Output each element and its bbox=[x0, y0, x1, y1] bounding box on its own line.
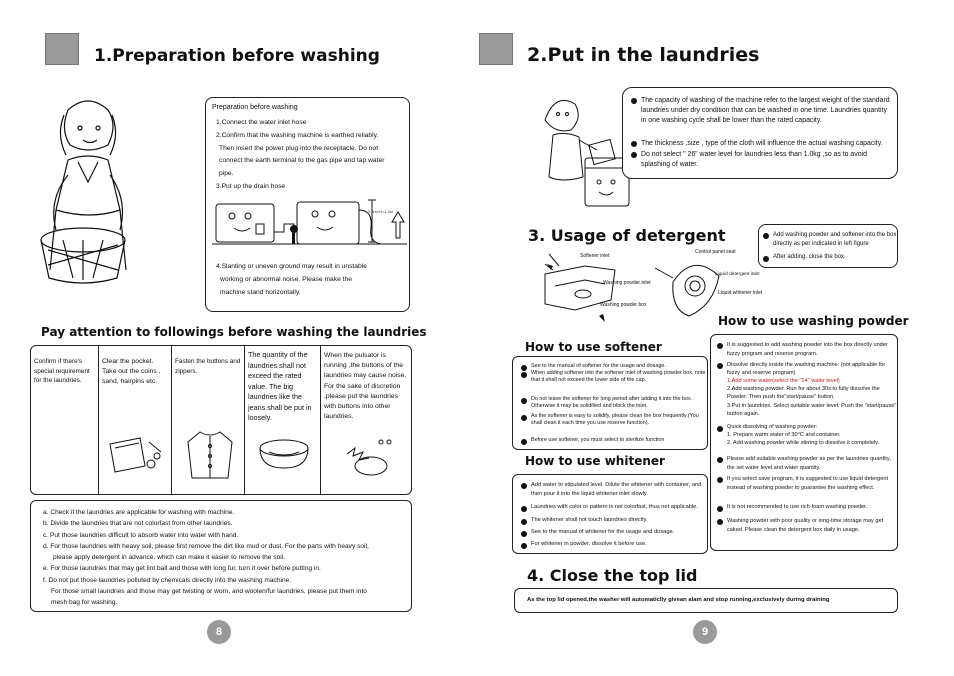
bullet-icon bbox=[717, 343, 723, 349]
woman-with-basket-illustration bbox=[28, 90, 138, 290]
section-title-detergent: 3. Usage of detergent bbox=[528, 226, 726, 245]
attention-text: Clear the pocket. Take out the coins , sand, hairpins etc. bbox=[102, 358, 161, 386]
note-line: For those small laundries and those may get twisting or worn, and woolen/fur laundries, please put them into bbox=[51, 588, 367, 596]
powder-bullet bbox=[717, 517, 897, 535]
attention-col bbox=[99, 346, 172, 494]
bullet-text: Add water to stipulated level. Dilute the whitener with container, and then pour it into the liquid whitener inlet slowly. bbox=[531, 482, 702, 498]
attention-col bbox=[321, 346, 413, 494]
bullet-icon bbox=[717, 457, 723, 463]
bullet-text: See to the manual of whitener for the usage and dosage. bbox=[531, 529, 675, 535]
bullet-text: It is not recommended to use rich-foam washing powder. bbox=[727, 504, 868, 510]
prep-line: machine stand horizontally. bbox=[220, 288, 301, 296]
note-line: please apply detergent in advance, which can make it easier to remove the soil. bbox=[53, 554, 286, 562]
attention-text: Confirm if there's special requirement for the laundries. bbox=[34, 358, 90, 385]
bullet-text: The whitener shall not touch laundries directly. bbox=[531, 517, 648, 523]
bullet-text: Do not select " 26" water level for laundries less than 1.0kg ,so as to avoid splashing of water. bbox=[641, 151, 867, 168]
label-washing-powder-inlet: Washing powder inlet bbox=[603, 280, 651, 286]
bullet-text: 3.Put in laundries. Select suitable water level. Push the "start/pause" button again. bbox=[727, 402, 897, 417]
preparation-note bbox=[216, 261, 411, 299]
attention-title: Pay attention to followings before washing the laundries bbox=[41, 325, 427, 339]
prep-line: 4.Slanting or uneven ground may result in unstable bbox=[216, 263, 367, 270]
bullet-text: For whitener in powder, dissolve it before use. bbox=[531, 541, 647, 547]
height-label: 0.8m<H<1.2m bbox=[368, 209, 394, 214]
prep-line: 3.Put up the drain hose bbox=[216, 182, 286, 190]
prep-line: pipe. bbox=[219, 170, 234, 178]
label-control-panel-seat: Control panel seat bbox=[695, 249, 736, 255]
close-lid-note: As the top lid opened,the washer will automaticlly givean alam and stop running,exclusively during draining bbox=[527, 597, 830, 603]
washing-powder-box bbox=[710, 334, 898, 551]
note-line: mesh bag for washing. bbox=[51, 599, 118, 607]
section-marker bbox=[45, 33, 79, 65]
attention-text: When the pulsator is running ,the buttons of the laundries may cause noise. For the sake of discretion ,please put the laundries with buttons into other laundries. bbox=[324, 352, 407, 421]
bullet-text: Please add suitable washing powder as per the laundries quantity, the set water level and water quantity. bbox=[727, 456, 891, 471]
bullet-icon bbox=[717, 363, 723, 369]
softener-bullet bbox=[521, 396, 707, 410]
bullet-text: When adding softener into the softener inlet of washing powder box, note that it shall not exceed the lower side of the cap. bbox=[531, 370, 706, 383]
bullet-icon bbox=[631, 141, 637, 147]
section-marker bbox=[479, 33, 513, 65]
bullet-text: Before use softener, you must select to sterilize function bbox=[531, 437, 665, 443]
prep-line: 1.Connect the water inlet hose bbox=[216, 119, 307, 126]
note-line: a. Check if the laundries are applicable for washing with machine. bbox=[43, 509, 235, 516]
preparation-heading: Preparation before washing bbox=[212, 104, 298, 111]
bullet-icon bbox=[631, 98, 637, 104]
bullet-text: 2. Add washing powder while stirring to dissolve it completely. bbox=[727, 439, 880, 446]
detergent-bullet bbox=[763, 254, 897, 262]
detergent-bullet bbox=[763, 231, 897, 249]
bullet-text: Washing powder with poor quality or long-time storage may get caked. Please clean the detergent box daily in usage. bbox=[727, 518, 884, 533]
pocket-illustration bbox=[105, 434, 165, 474]
page-number-right: 9 bbox=[693, 620, 717, 644]
capacity-bullet bbox=[631, 139, 893, 149]
bullet-icon bbox=[717, 519, 723, 525]
bullet-text: The capacity of washing of the machine refer to the largest weight of the standard laundries under dry condition that can be washed in one time. Laundries quantity in one washing cycle shall be lower than the rated capacity. bbox=[641, 97, 890, 124]
bullet-icon bbox=[521, 439, 527, 445]
note-line: e. For those laundries that may get lint ball and those with long fur, turn it over before putting in. bbox=[43, 565, 321, 573]
notes-list bbox=[43, 507, 409, 609]
bullet-text: As the softener is easy to solidify, please clean the box frequently.(You shall clean it each time you use reserve function). bbox=[531, 413, 699, 426]
note-line: d. For those laundries with heavy soil, please first remove the dirt like mud or dust. For the parts with heavy soil, bbox=[43, 542, 369, 550]
preparation-steps bbox=[216, 117, 408, 194]
washing-machines-illustration bbox=[212, 194, 407, 254]
attention-col bbox=[31, 346, 99, 494]
bullet-text: The thickness ,size , type of the cloth will influence the actual washing capacity. bbox=[641, 140, 883, 147]
bullet-icon bbox=[521, 519, 527, 525]
attention-text: The quantity of the laundries shall not exceed the rated value. The big laundries like the jeans shall be put in loosely. bbox=[248, 350, 312, 423]
attention-col bbox=[245, 346, 321, 494]
capacity-bullet bbox=[631, 96, 893, 126]
bullet-icon bbox=[521, 398, 527, 404]
softener-title: How to use softener bbox=[525, 340, 662, 354]
bullet-icon bbox=[521, 531, 527, 537]
prep-line: connect the earth terminal to the gas pipe and tap water bbox=[219, 157, 385, 165]
prep-line: Then insert the power plug into the receptacle. Do not bbox=[219, 144, 379, 152]
note-line: b. Divide the laundries that are not colorfast from other laundries. bbox=[43, 520, 233, 528]
powder-bullet bbox=[717, 361, 897, 418]
whitener-title: How to use whitener bbox=[525, 454, 665, 468]
washing-powder-title: How to use washing powder bbox=[718, 314, 909, 328]
attention-col bbox=[172, 346, 245, 494]
notes-box bbox=[30, 500, 412, 612]
bullet-icon bbox=[717, 477, 723, 483]
bullet-icon bbox=[631, 152, 637, 158]
bullet-text: After adding, close the box. bbox=[773, 254, 846, 260]
whitener-bullet bbox=[521, 529, 707, 537]
bullet-icon bbox=[521, 372, 527, 378]
detergent-instruction-box bbox=[758, 224, 898, 268]
softener-box bbox=[512, 356, 708, 450]
bullet-text: Laundries with color or pattern is not colorfast, thus not applicable. bbox=[531, 504, 698, 510]
powder-quick-block bbox=[727, 424, 879, 447]
section-title-laundries: 2.Put in the laundries bbox=[527, 44, 760, 66]
powder-bullet bbox=[717, 475, 897, 493]
bullet-icon bbox=[717, 506, 723, 512]
label-liquid-whitener-inlet: Liquid whitener inlet bbox=[718, 290, 763, 296]
close-lid-box bbox=[514, 588, 898, 613]
laundry-capacity-box bbox=[622, 87, 898, 179]
section-title-preparation: 1.Preparation before washing bbox=[94, 46, 380, 66]
prep-line: 2.Confirm that the washing machine is earthed reliably. bbox=[216, 131, 379, 139]
note-line: c. Put those laundries difficult to absorb water into water with hand. bbox=[43, 531, 239, 539]
powder-bullet bbox=[717, 455, 897, 473]
bullet-text: 1. Prepare warm water of 30°C and container. bbox=[727, 431, 841, 438]
bullet-text-red: 1.Add some water(select the "14" water level) bbox=[727, 378, 840, 385]
label-liquid-detergent-inlet: Liquid detergent inlet bbox=[715, 272, 760, 277]
page-number-left: 8 bbox=[207, 620, 231, 644]
softener-bullet bbox=[521, 437, 707, 445]
bullet-icon bbox=[763, 233, 769, 239]
powder-bullet bbox=[717, 504, 897, 512]
softener-bullet bbox=[521, 413, 707, 427]
bullet-icon bbox=[521, 415, 527, 421]
label-softener-inlet: Softener inlet bbox=[580, 253, 610, 259]
label-washing-powder-box: Washing powder box bbox=[600, 302, 647, 308]
section-title-close-lid: 4. Close the top lid bbox=[527, 566, 698, 585]
bullet-icon bbox=[717, 426, 723, 432]
whitener-box bbox=[512, 474, 708, 554]
whitener-bullet bbox=[521, 481, 707, 499]
preparation-box bbox=[205, 97, 410, 312]
bullet-text: Dissolve directly inside the washing machine: (not applicable for fuzzy and reserve program) bbox=[727, 362, 886, 377]
powder-bullet bbox=[717, 341, 897, 359]
bullet-icon bbox=[521, 543, 527, 549]
bullet-text: Add washing powder and softener into the box directly as per indicated in left figure bbox=[773, 232, 897, 247]
bullet-text: See to the manual of softener for the usage and dosage. bbox=[531, 363, 666, 369]
shirt-illustration bbox=[186, 428, 234, 480]
whitener-bullet bbox=[521, 541, 707, 549]
noisy-washer-illustration bbox=[341, 434, 399, 478]
bullet-text: Quick dissolving of washing powder: bbox=[727, 424, 818, 430]
softener-bullet bbox=[521, 370, 707, 384]
bullet-icon bbox=[521, 483, 527, 489]
attention-table bbox=[30, 345, 412, 495]
whitener-bullet bbox=[521, 504, 707, 512]
powder-dissolve-block bbox=[727, 361, 897, 418]
bullet-icon bbox=[521, 506, 527, 512]
bullet-text: If you select save program, it is suggested to use liquid detergent instead of washing powder to guarantee the washing effect. bbox=[727, 476, 889, 491]
bullet-icon bbox=[763, 256, 769, 262]
whitener-bullet bbox=[521, 517, 707, 525]
bullet-text: Do not leave the softener for long period after adding it into the box. Otherwise it may be solidified and block the inlet. bbox=[531, 396, 693, 409]
bullet-text: It is suggested to add washing powder into the box directly under fuzzy program and reserve program. bbox=[727, 342, 888, 357]
note-line: f. Do not put those laundries polluted by chemicals directly into the washing machine. bbox=[43, 576, 292, 584]
up-arrow-icon bbox=[390, 210, 406, 240]
attention-text: Fasten the buttons and zippers. bbox=[175, 358, 241, 375]
capacity-bullet bbox=[631, 150, 893, 170]
laundry-basket-illustration bbox=[255, 436, 313, 472]
bullet-text: 2.Add washing powder. Run for about 30s to fully dissolve the Powder. Then push the"start/pause" button. bbox=[727, 386, 880, 401]
prep-line: working or abnormal noise. Please make the bbox=[220, 275, 352, 283]
powder-bullet bbox=[717, 424, 897, 447]
woman-with-washer-illustration bbox=[533, 80, 633, 210]
